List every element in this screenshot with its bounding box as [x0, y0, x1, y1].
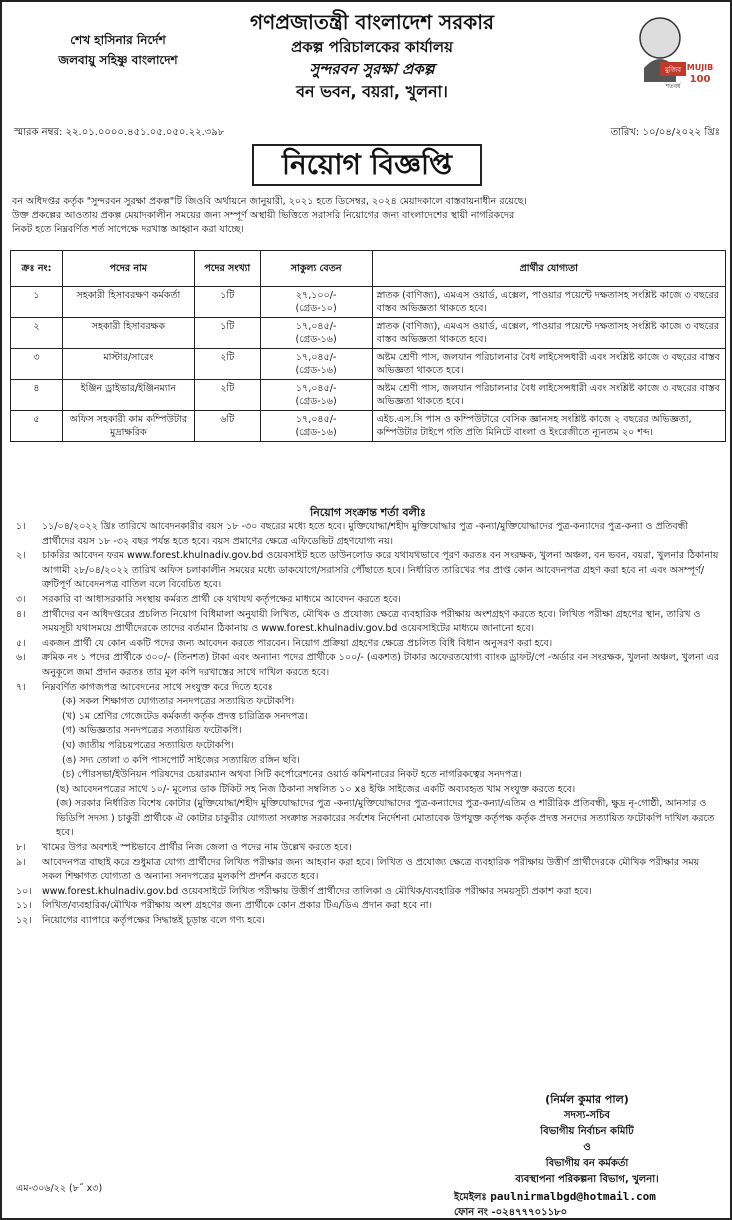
condition-item — [16, 841, 722, 856]
row-salary-amount: ১৭,০৪৫/- — [295, 321, 337, 332]
row-qualification: স্নাতক (বাণিজ্য), এমএস ওয়ার্ড, এক্সেল, পাওয়ার পয়েন্টে দক্ষতাসহ সংশ্লিষ্ট কাজে ৩ বছরের বাস্তব অভিজ্ঞতা থাকতে হবে। — [372, 318, 725, 349]
header-office — [222, 8, 522, 104]
memo-number: স্মারক নম্বর: ২২.০১.০০০০.৪৫১.০৫.০৫০.২২.৩৯৮ — [14, 127, 225, 138]
phone-number: ফোন নং -০২৪৭৭৭০১১৮০ — [454, 1207, 568, 1218]
notice-title: নিয়োগ বিজ্ঞপ্তি — [252, 144, 482, 186]
row-serial: ২ — [11, 318, 63, 349]
col-serial: ক্রঃ নং: — [11, 251, 63, 287]
logo-text-100: 100 — [689, 74, 711, 85]
memo-date: তারিখ: ১০/০৪/২০২২ খ্রিঃ — [610, 127, 720, 138]
intro-line2: উক্ত প্রকল্পের আওতায় প্রকল্প মেয়াদকালীন সময়ের জন্য সম্পূর্ণ অস্থায়ী ভিত্তিতে সরাসরি নিয়োগের জন্য বাংলাদেশের স্থায়ী নাগরিকদের — [12, 210, 515, 221]
slogan-line1: শেখ হাসিনার নির্দেশ — [70, 33, 166, 47]
row-qualification: স্নাতক (বাণিজ্য), এমএস ওয়ার্ড, এক্সেল, পাওয়ার পয়েন্টে দক্ষতাসহ সংশ্লিষ্ট কাজে ৩ বছরের বাস্তব অভিজ্ঞতা থাকতে হবে। — [372, 287, 725, 318]
document-item: (খ) ১ম শ্রেণির গেজেটেড কর্মকর্তা কর্তৃক প্রদত্ত চারিত্রিক সনদপত্র। — [62, 710, 308, 722]
signature-block — [472, 1092, 702, 1188]
government-name: গণপ্রজাতন্ত্রী বাংলাদেশ সরকার — [250, 10, 494, 34]
signatory-role4: ব্যবস্থাপনা পরিকল্পনা বিভাগ, খুলনা। — [515, 1174, 659, 1185]
office-address: বন ভবন, বয়রা, খুলনা। — [296, 82, 448, 101]
condition-item — [16, 637, 722, 652]
condition-item — [16, 681, 722, 696]
intro-line1: বন অধিদপ্তর কর্তৃক "সুন্দরবন সুরক্ষা প্রকল্প"টি জিওবি অর্থায়নে জানুয়ারী, ২০২১ হতে ডিসেম্বর, ২০২৪ মেয়াদকালে বাস্তবায়নাধীন রয়েছে। — [12, 196, 527, 207]
row-post-name: ইঞ্জিন ড্রাইভার/ইঞ্জিনম্যান — [62, 380, 194, 411]
condition-text: আবেদনপত্র বাছাই করে শুধুমাত্র যোগ্য প্রার্থীদের লিখিত পরীক্ষার জন্য আহবান করা হবে। লিখিত ও প্রযোজ্য ক্ষেত্রে ব্যবহারিক পরীক্ষায় উত্তীর্ণ প্রার্থীদেরকে মৌখিক পরীক্ষার সময় সকল শিক্ষাগত যোগ্যতা ও অন্যান্য সনদপত্রের মূলকপি প্রদর্শন করতে হবে। — [42, 856, 700, 883]
office-name: প্রকল্প পরিচালকের কার্যালয় — [291, 38, 453, 56]
row-salary-amount: ১৭,০৪৫/- — [295, 383, 337, 394]
intro-paragraph — [12, 195, 724, 237]
document-item: (জ) সরকার নির্ধারিত বিশেষ কোটার (মুক্তিযোদ্ধা/শহীদ মুক্তিযোদ্ধাদের পুত্র -কন্যা/মুক্তিযোদ্ধাদের পুত্র-কন্যাদের পুত্র-কন্যা/এতিম ও শারীরিক প্রতিবন্ধী, ক্ষুদ্র নৃ-গোষ্ঠী, আনসার ও ভিডিপি সদস্য ) চাকুরী প্রার্থীকে ঐ কোটার চাকুরীর যোগ্যতা সংক্রান্ত সরকারের সর্বশেষ নির্দেশনা মোতাবেক উপযুক্ত কর্তৃপক্ষ কর্তৃক প্রদত্ত সনদের সত্যায়িত ফটোকপি দাখিল করতে হবে। — [56, 798, 715, 839]
row-post-count: ২টি — [194, 349, 260, 380]
condition-number: ৩। — [16, 593, 26, 605]
condition-text: খামের উপর অবশ্যই স্পষ্টভাবে প্রার্থীর নিজ জেলা ও পদের নাম উল্লেখ করতে হবে। — [42, 842, 352, 854]
row-post-count: ২টি — [194, 380, 260, 411]
condition-text: সরকারি বা আধাসরকারি সংস্থায় কর্মরত প্রার্থী কে যথাযথ কর্তৃপক্ষের মাধ্যমে আবেদন করতে হবে। — [42, 593, 401, 605]
condition-number: ৪। — [16, 608, 26, 620]
table-row — [11, 287, 726, 318]
conditions-list — [16, 520, 722, 929]
email-label: ইমেইলঃ — [454, 1192, 487, 1203]
condition-item — [16, 899, 722, 914]
condition-number: ৮। — [16, 842, 26, 854]
ad-code: এম-৩০৬/২২ (৮˝ x৩) — [16, 1183, 103, 1194]
conditions-title: নিয়োগ সংক্রান্ত শর্তা বলীঃ — [310, 506, 426, 519]
row-qualification: অষ্টম শ্রেণী পাস, জলযান পরিচালনার বৈধ লাইসেন্সধারী এবং সংশ্লিষ্ট কাজে ৩ বছরের বাস্তব অভিজ্ঞতা থাকতে হবে। — [372, 349, 725, 380]
header-slogan — [38, 30, 198, 70]
row-salary-grade: (গ্রেড-১৬) — [295, 427, 337, 438]
slogan-line2: জলবায়ু সহিষ্ণু বাংলাদেশ — [58, 53, 178, 67]
document-item: (ক) সকল শিক্ষাগত যোগ্যতার সনদপত্রের সত্যায়িত ফটোকপি। — [62, 696, 295, 708]
intro-line3: নিকট হতে নিম্নবর্ণিত শর্ত সাপেক্ষে দরখাস্ত আহ্বান করা যাচ্ছে। — [12, 224, 244, 235]
signatory-and: ও — [583, 1142, 591, 1153]
row-post-count: ৬টি — [194, 411, 260, 442]
row-salary-amount: ২৭,১০০/- — [295, 290, 337, 301]
table-row — [11, 411, 726, 442]
condition-item — [16, 885, 722, 900]
condition-number: ১। — [16, 521, 26, 532]
row-salary-grade: (গ্রেড-১৬) — [295, 334, 337, 345]
table-row — [11, 349, 726, 380]
logo-text-mujib-en: MUJIB — [686, 63, 714, 72]
condition-item — [16, 856, 722, 885]
condition-item — [16, 593, 722, 608]
col-salary: সাকুল্য বেতন — [260, 251, 372, 287]
mujib-100-logo-icon — [614, 10, 720, 92]
document-item: (গ) অভিজ্ঞতার সনদপত্রের সত্যায়িত ফটোকপি। — [62, 725, 242, 737]
condition-number: ৭। — [16, 681, 26, 693]
row-post-name: অফিস সহকারী কাম কম্পিউটার মুদ্রাক্ষরিক — [62, 411, 194, 442]
condition-text: www.forest.khulnadiv.gov.bd ওয়েবসাইটে লিখিত পরীক্ষায় উত্তীর্ণ প্রার্থীদের তালিকা ও মৌখিক/ব্যবহারিক পরীক্ষার সময়সূচী প্রকাশ করা হবে। — [42, 885, 592, 897]
row-serial: ৫ — [11, 411, 63, 442]
signatory-role2: বিভাগীয় নির্বাচন কমিটি — [540, 1126, 634, 1137]
logo-text-centenary: শতবর্ষ — [665, 83, 681, 90]
condition-number: ৯। — [16, 856, 26, 868]
condition-item — [16, 651, 722, 680]
document-item: (ঙ) সদ্য তোলা ৩ কপি পাসপোর্ট সাইজের সত্যায়িত রঙ্গিন ছবি। — [62, 754, 300, 766]
row-salary — [260, 318, 372, 349]
condition-text: প্রার্থীদের বন অধিদপ্তরের প্রচলিত নিয়োগ বিধিমালা অনুযায়ী লিখিত, মৌখিক ও প্রযোজ্য ক্ষেত্রে ব্যবহারিক পরীক্ষায় অংশগ্রহণ করতে হবে। লিখিত পরীক্ষা গ্রহণের স্থান, তারিখ ও সময়সূচী যথাসময়ে প্রার্থীদেরকে তাদের বর্তমান ঠিকানায় ও www.forest.khulnadiv.gov.bd ওয়েবসাইটের মাধ্যমে জানানো হবে। — [42, 608, 701, 635]
row-salary — [260, 287, 372, 318]
row-serial: ৩ — [11, 349, 63, 380]
col-post-count: পদের সংখ্যা — [194, 251, 260, 287]
row-serial: ৪ — [11, 380, 63, 411]
condition-number: ১২। — [16, 915, 32, 927]
row-salary — [260, 349, 372, 380]
memo-row — [14, 125, 724, 142]
row-salary — [260, 380, 372, 411]
logo-text-mujib-bn: মুজিব — [664, 66, 682, 74]
condition-text: একজন প্রার্থী যে কোন একটি পদের জন্য আবেদন করতে পারবেন। নিয়োগ প্রক্রিয়া গ্রহণের ক্ষেত্রে প্রচলিত বিধি বিধান অনুসরণ করা হবে। — [42, 637, 553, 649]
condition-number: ৫। — [16, 637, 26, 649]
signatory-name: (নির্মল কুমার পাল) — [545, 1093, 629, 1106]
row-salary — [260, 411, 372, 442]
condition-number: ২। — [16, 550, 26, 562]
document-item: (চ) পৌরসভা/ইউনিয়ন পরিষদের চেয়ারম্যান অথবা সিটি কর্পোরেশনের ওয়ার্ড কমিশনারের নিকট হতে নাগরিকত্বের সনদপত্র। — [62, 769, 522, 781]
row-serial: ১ — [11, 287, 63, 318]
condition-text: নিম্নবর্ণিত কাগজপত্র আবেদনের সাথে সংযুক্ত করে দিতে হবেঃ — [42, 681, 273, 693]
email-address[interactable]: paulnirmalbgd@hotmail.com — [490, 1190, 656, 1203]
row-qualification: এইচ.এস.সি পাস ও কম্পিউটারে বেসিক জ্ঞানসহ সংশ্লিষ্ট কাজে ২ বছরের অভিজ্ঞতা, কম্পিউটার টাইপে গতি প্রতি মিনিটে বাংলা ও ইংরেজীতে ন্যূনতম ২০ শব্দ। — [372, 411, 725, 442]
condition-number: ৬। — [16, 652, 26, 664]
condition-text: ক্রমিক নং ১ পদের প্রার্থীকে ৩০০/- (তিনশত) টাকা এবং অন্যান্য পদের প্রার্থীকে ১০০/- (একশত) টাকার অফেরতযোগ্য ব্যাংক ড্রাফট/পে -অর্ডার বন সংরক্ষক, খুলনা অঞ্চল, খুলনা এর অনুকূলে জমা প্রদান করতঃ তার মূল কপি দরখাস্তের সাথে দাখিল করতে হবে। — [42, 652, 719, 678]
document-item: (ছ) আবেদনপত্রের সাথে ১০/- মূল্যের ডাক টিকিট সহ নিজ ঠিকানা সম্বলিত ১০ x৪ ইঞ্চি সাইজের একটি অব্যবহৃত খাম সংযুক্ত করতে হবে। — [56, 783, 576, 795]
posts-table — [10, 250, 726, 442]
document-item: (ঘ) জাতীয় পরিচয়পত্রের সত্যায়িত ফটোকপি। — [62, 739, 234, 751]
condition-number: ১১। — [16, 900, 32, 912]
project-name: সুন্দরবন সুরক্ষা প্রকল্প — [309, 60, 435, 78]
table-header-row — [11, 251, 726, 287]
condition-number: ১০। — [16, 885, 32, 897]
table-row — [11, 380, 726, 411]
row-post-name: সহকারী হিসাবরক্ষক — [62, 318, 194, 349]
contact-block — [454, 1189, 656, 1220]
condition-item — [16, 608, 722, 637]
row-salary-amount: ১৭,০৪৫/- — [295, 352, 337, 363]
row-salary-grade: (গ্রেড-১৬) — [295, 365, 337, 376]
condition-text: লিখিত/ব্যবহারিক/মৌখিক পরীক্ষায় অংশ গ্রহণের জন্য প্রার্থীকে কোন প্রকার টিএ/ডিএ প্রদান করা হবে না। — [42, 900, 432, 912]
condition-text: ১১/০৪/২০২২ খ্রিঃ তারিখে আবেদনকারীর বয়স ১৮ -৩০ বছরের মধ্যে হতে হবে। মুক্তিযোদ্ধা/শহীদ মুক্তিযোদ্ধার পুত্র -কন্যা/মুক্তিযোদ্ধাদের পুত্র-কন্যাদের পুত্র-কন্যা ও প্রতিবন্ধী প্রার্থীদের বয়স ১৮ -৩২ বছর পর্যন্ত হতে হবে। বয়স প্রমাণের ক্ষেত্রে এফিডেভিট গ্রহণযোগ্য নয়। — [42, 521, 688, 547]
signatory-role3: বিভাগীয় বন কর্মকর্তা — [545, 1158, 629, 1169]
row-post-name: মাস্টার/সারেং — [62, 349, 194, 380]
col-qualification: প্রার্থীর যোগ্যতা — [372, 251, 725, 287]
col-post-name: পদের নাম — [62, 251, 194, 287]
row-salary-amount: ১৭,০৪৫/- — [295, 414, 337, 425]
condition-item — [16, 914, 722, 929]
row-qualification: অষ্টম শ্রেণী পাস, জলযান পরিচালনার বৈধ লাইসেন্সধারী এবং সংশ্লিষ্ট কাজে ৩ বছরের বাস্তব অভিজ্ঞতা থাকতে হবে। — [372, 380, 725, 411]
row-salary-grade: (গ্রেড-১০) — [295, 303, 337, 314]
table-row — [11, 318, 726, 349]
condition-item — [16, 520, 722, 549]
row-post-name: সহকারী হিসাবরক্ষণ কর্মকর্তা — [62, 287, 194, 318]
condition-text: চাকরির আবেদন ফরম www.forest.khulnadiv.gov.bd ওয়েবসাইট হতে ডাউনলোড করে যথাযথভাবে পূরণ করতঃ বন সংরক্ষক, খুলনা অঞ্চল, বন ভবন, বয়রা, খুলনার ঠিকানায় আগামী ২৮/০৪/২০২২ তারিখ অফিস চলাকালীন সময়ের মধ্যে ডাকযোগে/সরাসরি পৌঁছাতে হবে। নির্ধারিত তারিখের পর প্রাপ্ত কোন আবেদনপত্র গ্রহণ করা হবে না এবং অসম্পূর্ণ/ত্রুটিপূর্ণ আবেদনপত্র বাতিল বলে বিবেচিত হবে। — [42, 550, 719, 591]
signatory-role1: সদস্য-সচিব — [564, 1110, 610, 1121]
row-salary-grade: (গ্রেড-১৬) — [295, 396, 337, 407]
row-post-count: ১টি — [194, 287, 260, 318]
condition-text: নিয়োগের ব্যাপারে কর্তৃপক্ষের সিদ্ধান্তই চূড়ান্ত বলে গণ্য হবে। — [42, 915, 265, 927]
condition-item — [16, 549, 722, 593]
row-post-count: ১টি — [194, 318, 260, 349]
